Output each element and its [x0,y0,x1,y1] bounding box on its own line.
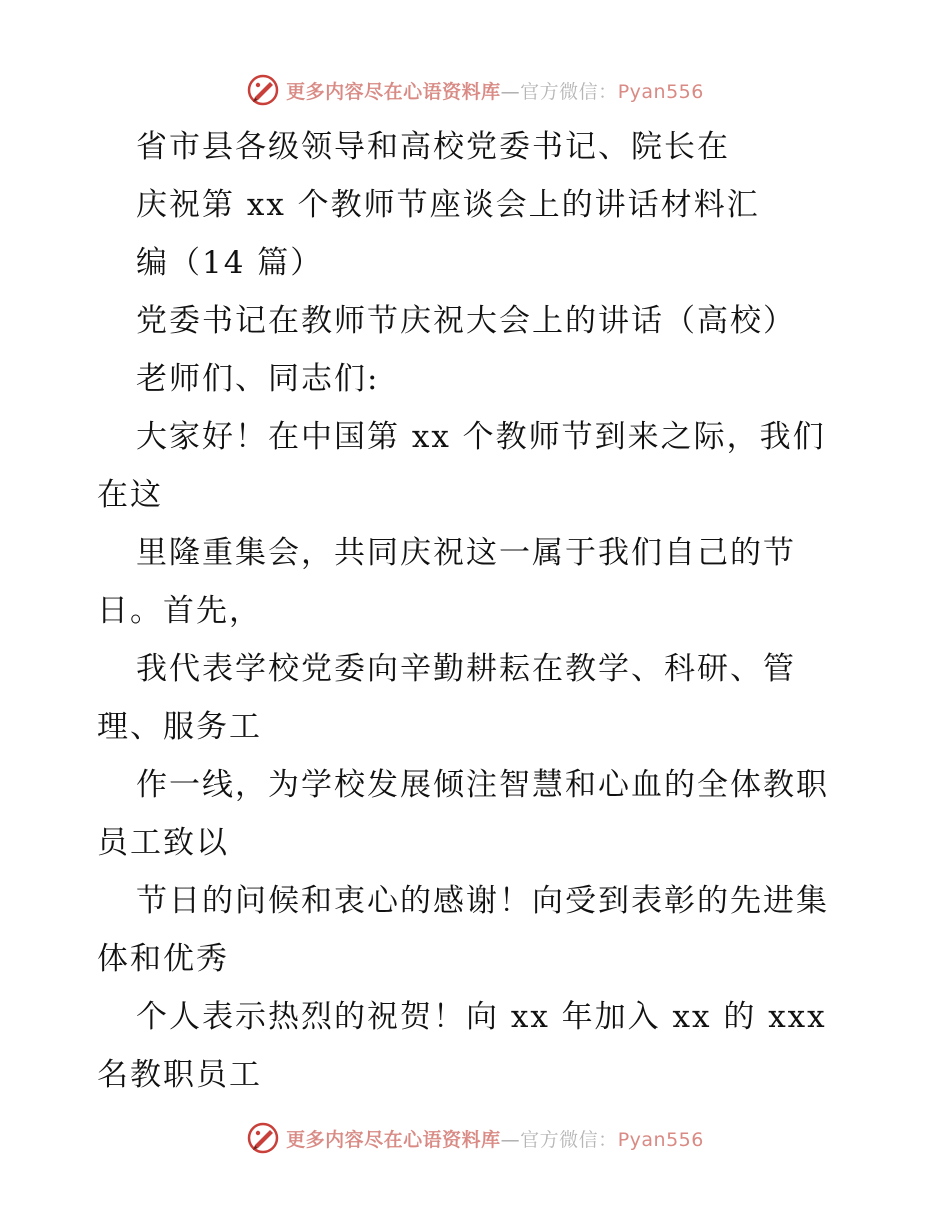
footer-banner-text [286,1125,704,1152]
text-line [0,756,950,814]
text-line [0,640,950,698]
header-banner-inner [246,73,704,107]
text-line-content: 个人表示热烈的祝贺！向 xx 年加入 xx 的 xxx [136,999,827,1035]
header-banner-text [286,77,704,104]
text-line-content: 编（14 篇） [136,245,324,281]
text-line-content: 里隆重集会，共同庆祝这一属于我们自己的节 [136,535,796,571]
text-line-content: 作一线，为学校发展倾注智慧和心血的全体教职 [136,767,829,803]
text-line-content: 理、服务工 [97,709,262,745]
text-line-content: 我代表学校党委向辛勤耕耘在教学、科研、管 [136,651,796,687]
text-line [0,466,950,524]
pen-logo-icon [246,73,280,107]
text-line [0,698,950,756]
footer-banner [0,1118,950,1158]
text-line-content: 大家好！在中国第 xx 个教师节到来之际，我们 [136,419,826,455]
text-line-content: 党委书记在教师节庆祝大会上的讲话（高校） [136,303,796,339]
footer-banner-main: 更多内容尽在心语资料库 [286,1128,501,1151]
footer-banner-inner [246,1121,704,1155]
text-line-content: 在这 [97,477,163,513]
header-banner-main: 更多内容尽在心语资料库 [286,80,501,103]
footer-banner-wechat-label: 官方微信： [520,1128,618,1151]
text-line-content: 名教职员工 [97,1057,262,1093]
text-line-content: 员工致以 [97,825,229,861]
footer-banner-separator: — [500,1128,521,1151]
text-line [0,1046,950,1104]
text-line-content: 老师们、同志们: [136,361,380,397]
text-line [0,582,950,640]
footer-banner-wechat-id: Pyan556 [617,1128,704,1151]
text-line-content: 体和优秀 [97,941,229,977]
text-line [0,350,950,408]
header-banner-separator: — [500,80,521,103]
text-line [0,524,950,582]
text-line [0,118,950,176]
text-line [0,176,950,234]
header-banner-wechat-label: 官方微信： [520,80,618,103]
header-banner-wechat-id: Pyan556 [617,80,704,103]
text-line [0,292,950,350]
text-line [0,408,950,466]
text-line [0,930,950,988]
header-banner [0,70,950,110]
text-line-content: 日。首先， [97,593,262,629]
text-line-content: 节日的问候和衷心的感谢！向受到表彰的先进集 [136,883,829,919]
pen-logo-icon [246,1121,280,1155]
document-body [0,118,950,1104]
text-line [0,988,950,1046]
text-line [0,872,950,930]
text-line [0,814,950,872]
text-line-content: 庆祝第 xx 个教师节座谈会上的讲话材料汇 [136,187,760,223]
text-line [0,234,950,292]
text-line-content: 省市县各级领导和高校党委书记、院长在 [136,129,730,165]
